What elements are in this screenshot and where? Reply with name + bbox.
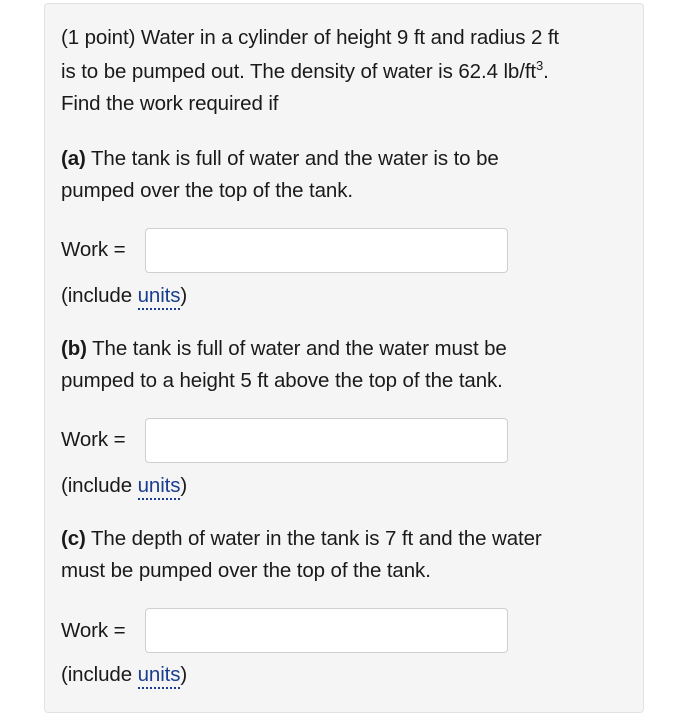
part-c-line-1 bbox=[61, 527, 542, 551]
part-c-include-prefix: (include bbox=[61, 663, 138, 686]
part-a-include-suffix: ) bbox=[180, 284, 188, 307]
part-b-work-input[interactable] bbox=[145, 418, 508, 463]
problem-intro-line-1: (1 point) Water in a cylinder of height 9 ft and radius 2 ft bbox=[61, 26, 560, 49]
part-b-tag: (b) bbox=[61, 337, 87, 360]
part-c-include-suffix: ) bbox=[180, 663, 188, 686]
part-a-work-input[interactable] bbox=[145, 228, 508, 273]
part-c-line-2: must be pumped over the top of the tank. bbox=[61, 559, 431, 582]
part-b-units-link[interactable]: units bbox=[138, 474, 181, 500]
problem-intro-line-3: Find the work required if bbox=[61, 92, 279, 115]
part-a-include-units bbox=[61, 284, 187, 308]
part-b-text: The tank is full of water and the water must be bbox=[86, 337, 507, 360]
part-a-work-label: Work = bbox=[61, 238, 126, 261]
part-b-line-2: pumped to a height 5 ft above the top of the tank. bbox=[61, 369, 503, 392]
cubic-exponent: 3 bbox=[536, 58, 544, 73]
density-period: . bbox=[543, 60, 549, 83]
part-c-text: The depth of water in the tank is 7 ft and the water bbox=[85, 527, 542, 550]
part-a-line-1 bbox=[61, 147, 499, 171]
density-text: is to be pumped out. The density of water is 62.4 lb/ft bbox=[61, 60, 537, 83]
part-c-tag: (c) bbox=[61, 527, 86, 550]
part-c-units-link[interactable]: units bbox=[138, 663, 181, 689]
problem-container bbox=[44, 3, 644, 713]
part-a-include-prefix: (include bbox=[61, 284, 138, 307]
part-c-include-units bbox=[61, 663, 187, 687]
part-a-text: The tank is full of water and the water is to be bbox=[85, 147, 499, 170]
part-b-include-units bbox=[61, 474, 187, 498]
part-b-line-1 bbox=[61, 337, 507, 361]
part-a-line-2: pumped over the top of the tank. bbox=[61, 179, 353, 202]
part-c-work-label: Work = bbox=[61, 619, 126, 642]
part-b-include-prefix: (include bbox=[61, 474, 138, 497]
part-b-work-label: Work = bbox=[61, 428, 126, 451]
part-c-work-input[interactable] bbox=[145, 608, 508, 653]
part-a-tag: (a) bbox=[61, 147, 86, 170]
problem-intro-line-2 bbox=[61, 60, 549, 86]
part-a-units-link[interactable]: units bbox=[138, 284, 181, 310]
part-b-include-suffix: ) bbox=[180, 474, 188, 497]
